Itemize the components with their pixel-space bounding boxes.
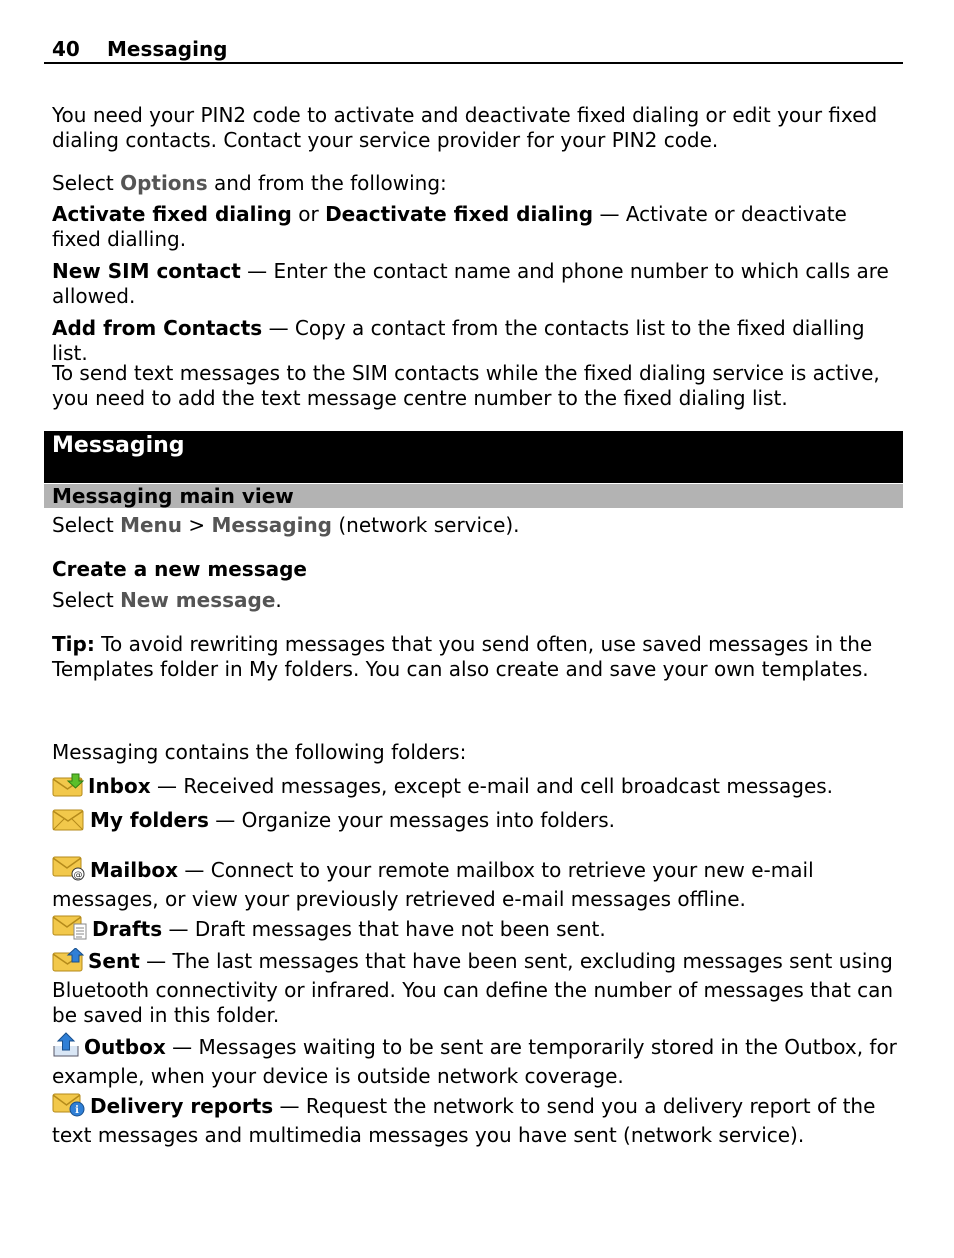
text: Select <box>52 513 121 537</box>
folder-item-drafts <box>52 914 902 946</box>
outbox-icon <box>52 1032 80 1064</box>
tip-label: Tip: <box>52 632 95 656</box>
text: Select <box>52 588 121 612</box>
folder-item-delivery-reports <box>52 1091 902 1148</box>
folder-name: Sent <box>88 949 140 973</box>
messaging-app-label: Messaging <box>211 513 332 537</box>
pin2-paragraph: You need your PIN2 code to activate and deactivate fixed dialing or edit your fixed dialing contacts. Contact your service provider for your PIN2 code. <box>52 103 878 152</box>
drafts-icon <box>52 914 88 946</box>
folder-desc: — Connect to your remote mailbox to retrieve your new e-mail messages, or view your previously retrieved e-mail messages offline. <box>52 858 814 911</box>
folder-item-sent <box>52 948 902 1028</box>
folder-name: Drafts <box>92 917 163 941</box>
page-number: 40 <box>52 37 80 61</box>
main-view-path <box>52 513 902 538</box>
text: (network service). <box>332 513 520 537</box>
select-options-line <box>52 171 902 196</box>
folder-name: Inbox <box>88 774 151 798</box>
delivery-reports-icon <box>52 1091 86 1123</box>
option-term: Activate fixed dialing <box>52 202 292 226</box>
mailbox-icon <box>52 855 86 887</box>
tip-text: To avoid rewriting messages that you send often, use saved messages in the Templates folder in My folders. You can also create and save your own templates. <box>52 632 873 681</box>
folder-name: Delivery reports <box>90 1094 274 1118</box>
section-title: Messaging <box>52 433 185 458</box>
subsection-heading-bar <box>44 484 903 508</box>
sent-icon <box>52 948 84 978</box>
folders-intro: Messaging contains the following folders: <box>52 740 467 764</box>
option-item-add-from-contacts <box>52 316 902 366</box>
folder-desc: — The last messages that have been sent, excluding messages sent using Bluetooth connectivity or infrared. You can define the number of messages that can be saved in this folder. <box>52 949 894 1027</box>
text: . <box>275 588 282 612</box>
page-header <box>44 36 903 64</box>
text: Select <box>52 171 121 195</box>
text: > <box>182 513 212 537</box>
folder-desc: — Messages waiting to be sent are temporarily stored in the Outbox, for example, when your device is outside network coverage. <box>52 1035 897 1088</box>
folder-item-mailbox <box>52 855 902 912</box>
tip-paragraph <box>52 632 902 682</box>
option-term: New SIM contact <box>52 259 241 283</box>
folder-item-inbox <box>52 773 902 803</box>
new-message-option: New message <box>120 588 276 612</box>
folder-item-outbox <box>52 1032 902 1089</box>
page-header-title: Messaging <box>107 37 228 61</box>
svg-text:i: i <box>75 1105 79 1116</box>
my-folders-icon <box>52 807 86 837</box>
text: or <box>291 202 326 226</box>
menu-key: Menu <box>120 513 183 537</box>
text: and from the following: <box>207 171 447 195</box>
option-item-new-sim-contact <box>52 259 902 309</box>
svg-text:@: @ <box>73 870 83 881</box>
folder-name: My folders <box>90 808 209 832</box>
option-desc: — Copy a contact from the contacts list to the fixed dialling list. <box>52 316 865 365</box>
folder-name: Mailbox <box>90 858 179 882</box>
folder-desc: — Draft messages that have not been sent. <box>162 917 606 941</box>
folder-name: Outbox <box>84 1035 166 1059</box>
folder-desc: — Received messages, except e-mail and cell broadcast messages. <box>150 774 834 798</box>
option-desc: — Enter the contact name and phone number to which calls are allowed. <box>52 259 889 308</box>
sim-note-paragraph: To send text messages to the SIM contacts while the fixed dialing service is active, you need to add the text message centre number to the fixed dialing list. <box>52 361 880 410</box>
create-message-heading: Create a new message <box>52 557 307 581</box>
option-desc: — Activate or deactivate fixed dialling. <box>52 202 847 251</box>
subsection-title: Messaging main view <box>52 484 294 508</box>
create-message-instruction <box>52 588 902 613</box>
option-term: Deactivate fixed dialing <box>325 202 594 226</box>
option-term: Add from Contacts <box>52 316 263 340</box>
folder-item-my-folders <box>52 807 902 837</box>
inbox-icon <box>52 773 84 803</box>
folder-desc: — Organize your messages into folders. <box>208 808 616 832</box>
folder-desc: — Request the network to send you a delivery report of the text messages and multimedia messages you have sent (network service). <box>52 1094 876 1147</box>
options-softkey: Options <box>120 171 208 195</box>
option-item-activate <box>52 202 902 252</box>
section-heading-bar <box>44 431 903 483</box>
